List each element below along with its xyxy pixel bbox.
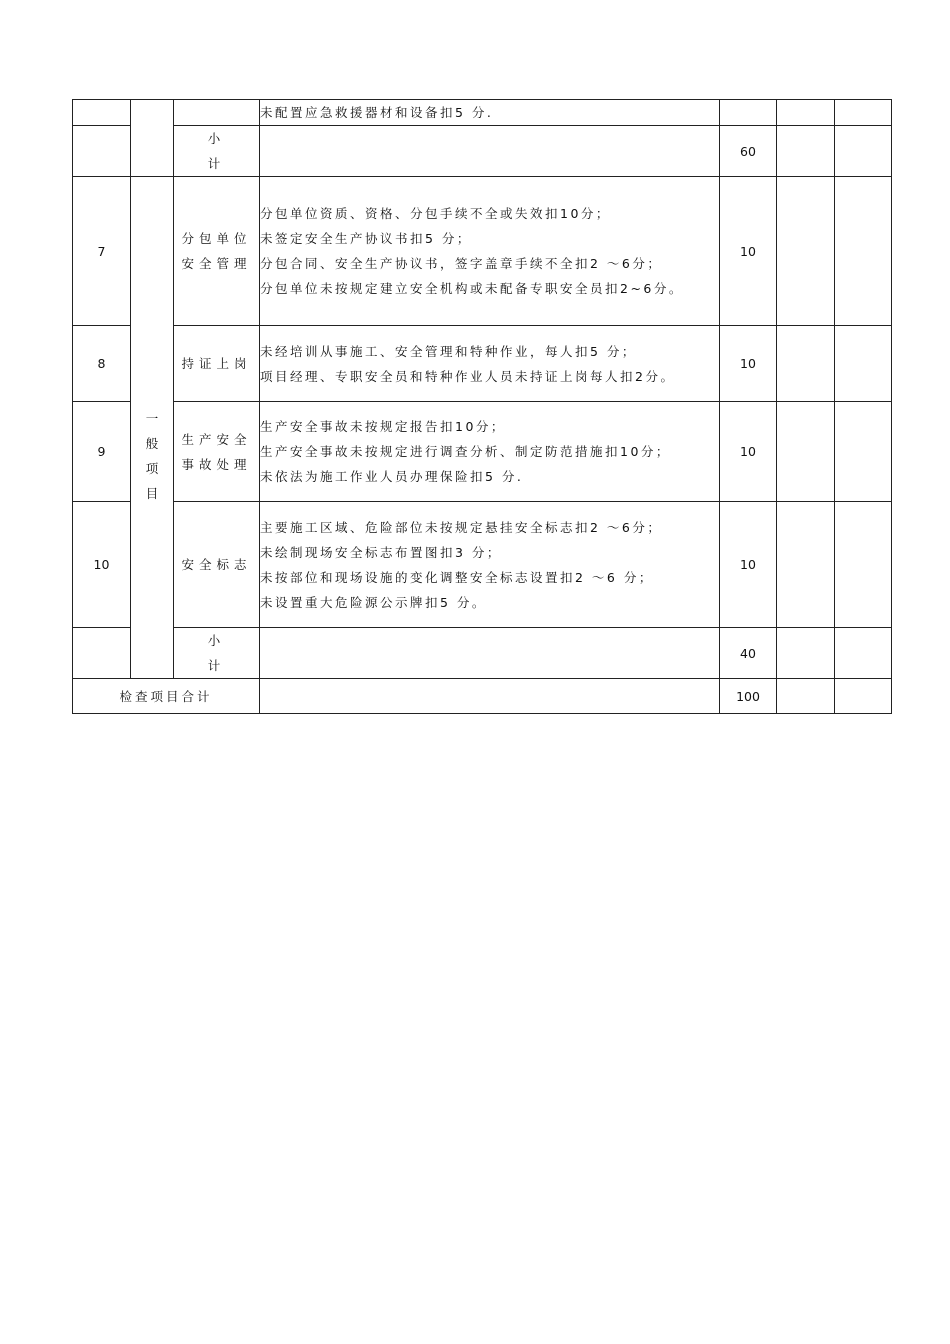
standard-line: 分包单位资质、资格、分包手续不全或失效扣10分； xyxy=(260,206,611,221)
deduction-standards xyxy=(260,502,720,628)
score-cell xyxy=(720,100,777,126)
score-cell: 10 xyxy=(720,326,777,402)
standard-line: 未依法为施工作业人员办理保险扣5 分. xyxy=(260,469,524,484)
item-name: 分包单位安全管理 xyxy=(174,177,260,326)
actual-score-cell xyxy=(835,100,892,126)
actual-score-cell xyxy=(835,326,892,402)
group-label-char: 一 xyxy=(145,410,159,426)
subtotal-char: 计 xyxy=(207,156,226,171)
standard-line: 项目经理、专职安全员和特种作业人员未持证上岗每人扣2分。 xyxy=(260,368,676,384)
deduction-cell xyxy=(777,502,835,628)
deduction-standards xyxy=(260,326,720,402)
row-number xyxy=(73,628,131,679)
deduction-standards xyxy=(260,628,720,679)
subtotal-char: 小 xyxy=(207,131,226,146)
standard-line: 主要施工区域、危险部位未按规定悬挂安全标志扣2 ～6分； xyxy=(260,519,663,535)
group-label-general-items xyxy=(131,177,174,679)
deduction-cell xyxy=(777,177,835,326)
subtotal-char: 计 xyxy=(207,658,226,673)
standard-line: 未签定安全生产协议书扣5 分； xyxy=(260,231,472,246)
score-cell: 10 xyxy=(720,177,777,326)
item-name: 持证上岗 xyxy=(174,326,260,402)
table-row xyxy=(73,100,892,126)
inspection-table xyxy=(72,99,892,714)
total-score: 100 xyxy=(720,679,777,714)
actual-score-cell xyxy=(835,126,892,177)
table-row xyxy=(73,126,892,177)
table-row xyxy=(73,502,892,628)
deduction-standards xyxy=(260,402,720,502)
score-cell: 60 xyxy=(720,126,777,177)
table-row xyxy=(73,628,892,679)
deduction-cell xyxy=(777,100,835,126)
standard-line: 分包合同、安全生产协议书，签字盖章手续不全扣2 ～6分； xyxy=(260,256,663,271)
total-deduction-cell xyxy=(777,679,835,714)
total-actual-cell xyxy=(835,679,892,714)
score-cell: 10 xyxy=(720,502,777,628)
score-cell: 10 xyxy=(720,402,777,502)
actual-score-cell xyxy=(835,628,892,679)
item-name: 生产安全事故处理 xyxy=(174,402,260,502)
item-name: 安全标志 xyxy=(174,502,260,628)
deduction-cell xyxy=(777,126,835,177)
standard-line: 分包单位未按规定建立安全机构或未配备专职安全员扣2~6分。 xyxy=(260,281,684,296)
total-row xyxy=(73,679,892,714)
subtotal-label xyxy=(174,126,260,177)
group-blank-cell xyxy=(131,100,174,177)
table-row xyxy=(73,326,892,402)
standard-line: 未按部位和现场设施的变化调整安全标志设置扣2 ～6 分； xyxy=(260,569,654,585)
standard-line: 未经培训从事施工、安全管理和特种作业，每人扣5 分； xyxy=(260,343,637,359)
actual-score-cell xyxy=(835,402,892,502)
table-row xyxy=(73,402,892,502)
row-number: 8 xyxy=(73,326,131,402)
deduction-cell xyxy=(777,326,835,402)
row-number xyxy=(73,126,131,177)
group-label-char: 目 xyxy=(145,485,159,501)
group-label-char: 项 xyxy=(145,460,159,476)
total-label: 检查项目合计 xyxy=(73,679,260,714)
actual-score-cell xyxy=(835,177,892,326)
deduction-standards xyxy=(260,177,720,326)
deduction-cell xyxy=(777,628,835,679)
score-cell: 40 xyxy=(720,628,777,679)
row-number: 9 xyxy=(73,402,131,502)
standard-line: 未配置应急救援器材和设备扣5 分. xyxy=(260,105,494,120)
standard-line: 未绘制现场安全标志布置图扣3 分； xyxy=(260,544,502,560)
item-name xyxy=(174,100,260,126)
standard-line: 生产安全事故未按规定进行调查分析、制定防范措施扣10分； xyxy=(260,444,671,459)
deduction-cell xyxy=(777,402,835,502)
subtotal-char: 小 xyxy=(207,633,226,648)
row-number: 10 xyxy=(73,502,131,628)
deduction-standards xyxy=(260,126,720,177)
standard-line: 生产安全事故未按规定报告扣10分； xyxy=(260,419,506,434)
row-number: 7 xyxy=(73,177,131,326)
standard-line: 未设置重大危险源公示牌扣5 分。 xyxy=(260,594,487,610)
group-label-char: 般 xyxy=(145,435,159,451)
total-standards-blank xyxy=(260,679,720,714)
subtotal-label xyxy=(174,628,260,679)
actual-score-cell xyxy=(835,502,892,628)
row-number xyxy=(73,100,131,126)
table-row xyxy=(73,177,892,326)
deduction-standards xyxy=(260,100,720,126)
